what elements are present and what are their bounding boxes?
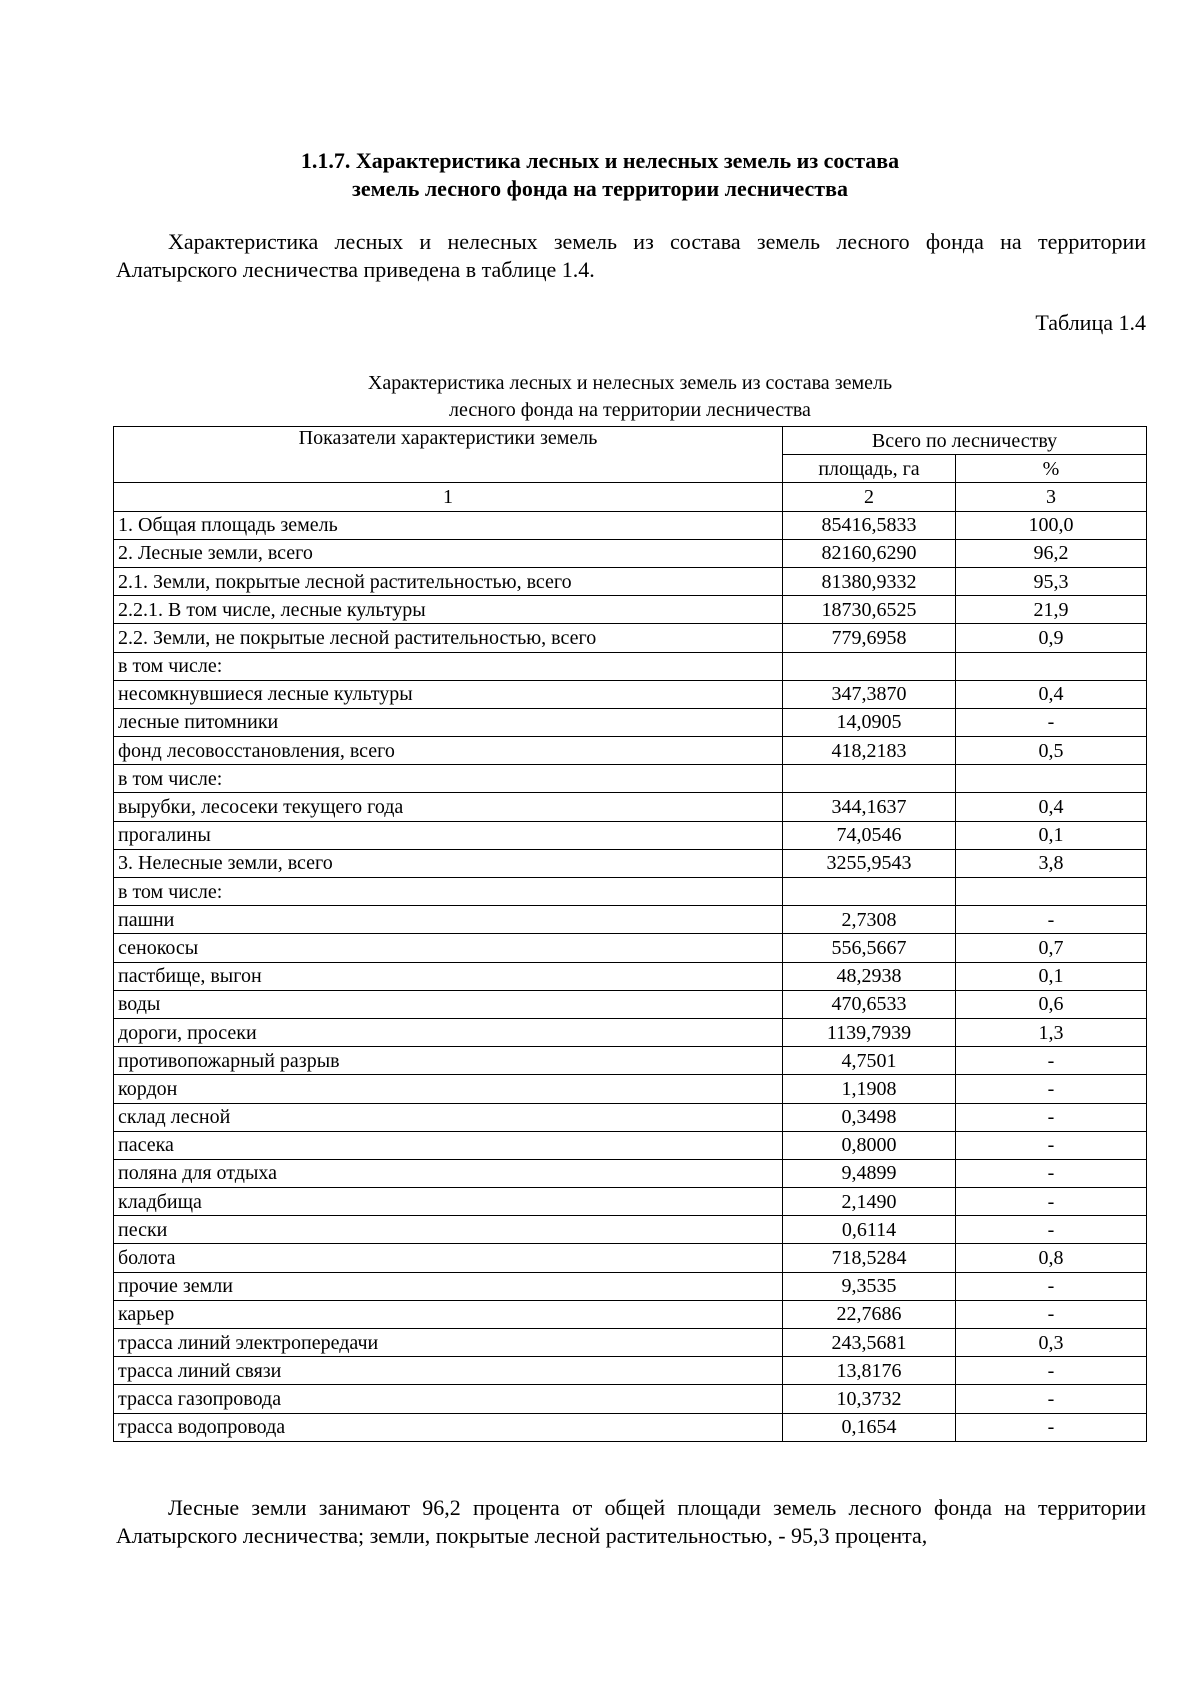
row-percent: 100,0 (956, 511, 1147, 539)
row-label: трасса водопровода (114, 1413, 783, 1441)
table-row (114, 737, 1147, 765)
table-row (114, 849, 1147, 877)
row-area: 718,5284 (783, 1244, 956, 1272)
table-row (114, 934, 1147, 962)
table-row (114, 1385, 1147, 1413)
row-area: 0,6114 (783, 1216, 956, 1244)
table-row (114, 652, 1147, 680)
row-percent: - (956, 1300, 1147, 1328)
section-title-line-1: 1.1.7. Характеристика лесных и нелесных земель из состава (300, 148, 900, 173)
row-area: 3255,9543 (783, 849, 956, 877)
row-area: 48,2938 (783, 962, 956, 990)
row-label: пастбище, выгон (114, 962, 783, 990)
header-indicators: Показатели характеристики земель (114, 427, 783, 483)
row-label: трасса газопровода (114, 1385, 783, 1413)
row-percent: - (956, 1075, 1147, 1103)
table-row (114, 1413, 1147, 1441)
closing-paragraph: Лесные земли занимают 96,2 процента от общей площади земель лесного фонда на территории Алатырского лесничества; земли, покрытые лесной растительностью, - 95,3 процента, (116, 1495, 1146, 1548)
table-row (114, 906, 1147, 934)
row-label: трасса линий связи (114, 1357, 783, 1385)
row-area: 13,8176 (783, 1357, 956, 1385)
row-area: 344,1637 (783, 793, 956, 821)
row-area: 22,7686 (783, 1300, 956, 1328)
row-label: дороги, просеки (114, 1018, 783, 1046)
row-label: сенокосы (114, 934, 783, 962)
table-column-number-row (114, 483, 1147, 511)
table-row (114, 1216, 1147, 1244)
row-area: 81380,9332 (783, 567, 956, 595)
row-label: пасека (114, 1131, 783, 1159)
row-area: 85416,5833 (783, 511, 956, 539)
row-label: противопожарный разрыв (114, 1047, 783, 1075)
table-row (114, 962, 1147, 990)
table-row (114, 511, 1147, 539)
row-label: трасса линий электропередачи (114, 1329, 783, 1357)
row-label: фонд лесовосстановления, всего (114, 737, 783, 765)
row-label: вырубки, лесосеки текущего года (114, 793, 783, 821)
row-area: 9,3535 (783, 1272, 956, 1300)
row-percent: - (956, 1103, 1147, 1131)
row-area: 2,1490 (783, 1188, 956, 1216)
row-area: 0,3498 (783, 1103, 956, 1131)
row-area: 2,7308 (783, 906, 956, 934)
row-percent (956, 878, 1147, 906)
row-percent (956, 765, 1147, 793)
table-row (114, 1047, 1147, 1075)
row-label: пески (114, 1216, 783, 1244)
row-label: 3. Нелесные земли, всего (114, 849, 783, 877)
row-percent: - (956, 1188, 1147, 1216)
row-percent: - (956, 1131, 1147, 1159)
table-row (114, 1131, 1147, 1159)
row-label: 1. Общая площадь земель (114, 511, 783, 539)
intro-paragraph: Характеристика лесных и нелесных земель из состава земель лесного фонда на территории Алатырского лесничества приведена в таблице 1.4. (116, 229, 1146, 282)
land-characteristics-table (113, 426, 1147, 1442)
table-row (114, 1188, 1147, 1216)
row-label: 2.2.1. В том числе, лесные культуры (114, 596, 783, 624)
row-percent: 0,1 (956, 821, 1147, 849)
row-percent: 3,8 (956, 849, 1147, 877)
row-percent: - (956, 1385, 1147, 1413)
row-percent: 0,6 (956, 990, 1147, 1018)
row-area: 74,0546 (783, 821, 956, 849)
row-area: 347,3870 (783, 680, 956, 708)
row-label: 2. Лесные земли, всего (114, 539, 783, 567)
row-label: кордон (114, 1075, 783, 1103)
table-row (114, 1357, 1147, 1385)
table-row (114, 878, 1147, 906)
column-number-3: 3 (956, 483, 1147, 511)
row-label: в том числе: (114, 652, 783, 680)
table-row (114, 624, 1147, 652)
row-percent: - (956, 1047, 1147, 1075)
row-label: лесные питомники (114, 708, 783, 736)
table-row (114, 990, 1147, 1018)
row-percent: - (956, 708, 1147, 736)
table-row (114, 596, 1147, 624)
table-row (114, 793, 1147, 821)
table-row (114, 567, 1147, 595)
row-percent: 96,2 (956, 539, 1147, 567)
row-label: воды (114, 990, 783, 1018)
row-label: 2.2. Земли, не покрытые лесной растительностью, всего (114, 624, 783, 652)
row-percent: - (956, 1216, 1147, 1244)
header-total: Всего по лесничеству (783, 427, 1147, 455)
column-number-2: 2 (783, 483, 956, 511)
row-percent: 0,8 (956, 1244, 1147, 1272)
column-number-1: 1 (114, 483, 783, 511)
row-area: 0,1654 (783, 1413, 956, 1441)
table-row (114, 1244, 1147, 1272)
row-label: в том числе: (114, 765, 783, 793)
header-percent: % (956, 455, 1147, 483)
row-area: 418,2183 (783, 737, 956, 765)
table-row (114, 1018, 1147, 1046)
row-percent: - (956, 1159, 1147, 1187)
row-label: поляна для отдыха (114, 1159, 783, 1187)
row-area: 1,1908 (783, 1075, 956, 1103)
row-area: 18730,6525 (783, 596, 956, 624)
row-percent: 0,3 (956, 1329, 1147, 1357)
table-row (114, 1159, 1147, 1187)
row-area: 10,3732 (783, 1385, 956, 1413)
section-title-line-2: земель лесного фонда на территории лесничества (352, 176, 848, 201)
table-row (114, 680, 1147, 708)
table-row (114, 1103, 1147, 1131)
row-area: 243,5681 (783, 1329, 956, 1357)
row-percent: 0,5 (956, 737, 1147, 765)
row-percent: - (956, 1357, 1147, 1385)
table-row (114, 708, 1147, 736)
table-row (114, 1329, 1147, 1357)
table-row (114, 1272, 1147, 1300)
row-percent (956, 652, 1147, 680)
row-label: прогалины (114, 821, 783, 849)
row-area (783, 765, 956, 793)
row-area: 4,7501 (783, 1047, 956, 1075)
row-percent: - (956, 1413, 1147, 1441)
table-row (114, 1075, 1147, 1103)
row-area: 82160,6290 (783, 539, 956, 567)
row-percent: 0,1 (956, 962, 1147, 990)
table-row (114, 539, 1147, 567)
row-percent: 1,3 (956, 1018, 1147, 1046)
row-area (783, 878, 956, 906)
row-area: 779,6958 (783, 624, 956, 652)
row-area: 470,6533 (783, 990, 956, 1018)
row-label: пашни (114, 906, 783, 934)
row-percent: 95,3 (956, 567, 1147, 595)
row-percent: 0,9 (956, 624, 1147, 652)
row-percent: 21,9 (956, 596, 1147, 624)
row-area: 14,0905 (783, 708, 956, 736)
row-label: болота (114, 1244, 783, 1272)
table-caption-line-1: Характеристика лесных и нелесных земель из состава земель (367, 372, 893, 394)
row-label: карьер (114, 1300, 783, 1328)
row-percent: 0,4 (956, 793, 1147, 821)
row-area (783, 652, 956, 680)
row-label: несомкнувшиеся лесные культуры (114, 680, 783, 708)
row-label: 2.1. Земли, покрытые лесной растительностью, всего (114, 567, 783, 595)
table-row (114, 1300, 1147, 1328)
row-label: склад лесной (114, 1103, 783, 1131)
table-row (114, 765, 1147, 793)
table-header-row (114, 427, 1147, 455)
table-number-label: Таблица 1.4 (1035, 310, 1146, 335)
row-label: прочие земли (114, 1272, 783, 1300)
row-area: 9,4899 (783, 1159, 956, 1187)
table-caption-line-2: лесного фонда на территории лесничества (449, 399, 811, 421)
row-area: 0,8000 (783, 1131, 956, 1159)
row-percent: 0,4 (956, 680, 1147, 708)
row-percent: 0,7 (956, 934, 1147, 962)
row-label: кладбища (114, 1188, 783, 1216)
row-area: 1139,7939 (783, 1018, 956, 1046)
row-percent: - (956, 906, 1147, 934)
row-label: в том числе: (114, 878, 783, 906)
row-percent: - (956, 1272, 1147, 1300)
header-area: площадь, га (783, 455, 956, 483)
row-area: 556,5667 (783, 934, 956, 962)
table-row (114, 821, 1147, 849)
